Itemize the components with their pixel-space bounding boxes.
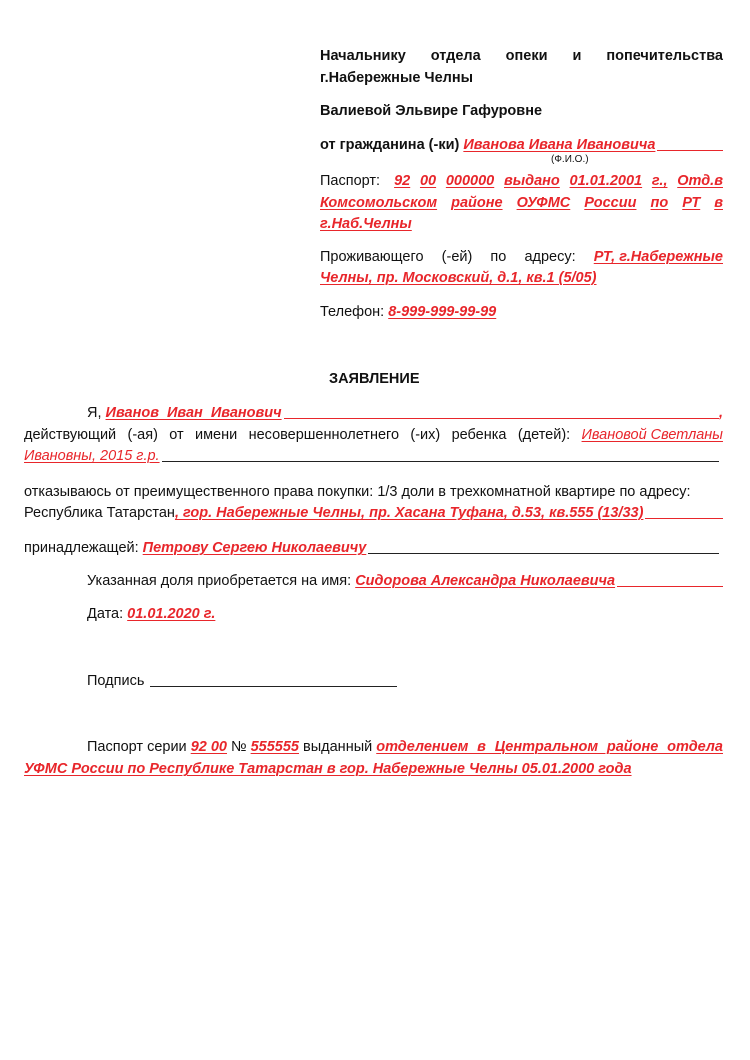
- address-value-l2: Челны, пр. Московский, д.1, кв.1 (5/05): [320, 270, 597, 286]
- owner-underline: [368, 538, 719, 554]
- date-line: [87, 604, 215, 624]
- child-name-l1: Ивановой Светланы: [581, 427, 723, 443]
- owner-line: [24, 538, 719, 558]
- addressee-word: отдела: [430, 48, 481, 64]
- passport-word: районе: [451, 195, 503, 211]
- acting-word: имени: [194, 427, 238, 443]
- address-line-1: [320, 247, 723, 267]
- applicant-name: Иванов Иван Иванович: [105, 405, 282, 421]
- address-value-l1: РТ, г.Набережные: [593, 249, 723, 265]
- child-line-2: [24, 446, 719, 466]
- addressee-word: и: [572, 48, 582, 64]
- from-label: от гражданина (-ки): [320, 137, 460, 153]
- child-underline: [162, 446, 719, 462]
- passport-word: Комсомольском: [320, 195, 438, 211]
- pass-number: 555555: [250, 739, 299, 755]
- phone-line: [320, 302, 496, 322]
- passport-word: по: [650, 195, 669, 211]
- applicant-comma: ,: [718, 405, 723, 421]
- addressee-line-2: г.Набережные Челны: [320, 70, 474, 86]
- acting-word: (-ая): [127, 427, 158, 443]
- buyer-name: Сидорова Александра Николаевича: [355, 573, 616, 589]
- date-value: 01.01.2020 г.: [127, 606, 216, 622]
- acting-word: действующий: [24, 427, 117, 443]
- date-label: Дата:: [87, 606, 124, 622]
- addressee-word: попечительства: [606, 48, 723, 64]
- passport-word: 01.01.2001: [569, 173, 643, 189]
- phone-label: Телефон:: [320, 304, 385, 320]
- owner-name: Петрову Сергею Николаевичу: [142, 540, 367, 556]
- refuse-line-2: [24, 503, 723, 523]
- passport-label: Паспорт:: [320, 173, 381, 189]
- passport-line-2: [320, 193, 723, 213]
- buyer-label: Указанная доля приобретается на имя:: [87, 573, 352, 589]
- applicant-line: [87, 403, 723, 423]
- buyer-underline: [617, 571, 723, 587]
- passport-word: Отд.в: [677, 173, 723, 189]
- passport-word: России: [584, 195, 637, 211]
- address-word: Проживающего: [320, 249, 424, 265]
- refuse-address: , гор. Набережные Челны, пр. Хасана Туфана, д.53, кв.555 (13/33): [174, 505, 644, 521]
- applicant-underline: [284, 403, 719, 419]
- refuse-region: Республика Татарстан: [24, 505, 175, 521]
- acting-word: ребенка: [451, 427, 507, 443]
- refuse-line-1: отказываюсь от преимущественного права покупки: 1/3 доли в трехкомнатной квартире по адресу:: [24, 484, 691, 500]
- buyer-line: [87, 571, 723, 591]
- owner-label: принадлежащей:: [24, 540, 139, 556]
- pass-num-label: №: [231, 739, 247, 755]
- acting-word: (детей):: [517, 427, 571, 443]
- passport-word: 000000: [445, 173, 495, 189]
- refuse-underline: [645, 503, 723, 519]
- from-underline: [657, 135, 723, 151]
- address-word: (-ей): [441, 249, 473, 265]
- address-word: адресу:: [524, 249, 576, 265]
- acting-line: [24, 425, 723, 445]
- passport-word: ОУФМС: [516, 195, 571, 211]
- passport-word: в: [714, 195, 723, 211]
- signature-label: Подпись: [87, 673, 145, 689]
- fio-caption: (Ф.И.О.): [551, 154, 589, 165]
- from-name: Иванова Ивана Ивановича: [463, 137, 656, 153]
- passport-value-l1: [394, 171, 723, 191]
- document-title: ЗАЯВЛЕНИЕ: [329, 371, 420, 387]
- id-passport-line-2: УФМС России по Республике Татарстан в гор. Набережные Челны 05.01.2000 года: [24, 761, 632, 777]
- pass-label: Паспорт серии: [87, 739, 187, 755]
- signature-blank: [150, 671, 397, 687]
- address-word: по: [490, 249, 507, 265]
- pass-issued-l1: отделением в Центральном районе отдела: [376, 739, 723, 755]
- passport-word: г.,: [651, 173, 668, 189]
- passport-line-3: г.Наб.Челны: [320, 216, 412, 232]
- addressee-word: Начальнику: [320, 48, 406, 64]
- acting-word: от: [169, 427, 184, 443]
- phone-value: 8-999-999-99-99: [388, 304, 497, 320]
- id-passport-line-1: [87, 737, 723, 757]
- passport-line-1: [320, 171, 723, 191]
- from-line: [320, 135, 723, 155]
- signature-line: [87, 671, 397, 691]
- child-name-l2: Ивановны, 2015 г.р.: [24, 448, 160, 464]
- passport-word: выдано: [504, 173, 560, 189]
- passport-word: 92: [394, 173, 411, 189]
- addressee-word: опеки: [505, 48, 548, 64]
- addressee-name: Валиевой Эльвире Гафуровне: [320, 103, 543, 119]
- acting-word: (-их): [410, 427, 441, 443]
- addressee-line-1: [320, 46, 723, 66]
- pass-issued-label: выданный: [303, 739, 373, 755]
- acting-word: несовершеннолетнего: [248, 427, 400, 443]
- passport-word: РТ: [682, 195, 701, 211]
- passport-word: 00: [419, 173, 437, 189]
- applicant-prefix: Я,: [87, 405, 102, 421]
- pass-series: 92 00: [190, 739, 227, 755]
